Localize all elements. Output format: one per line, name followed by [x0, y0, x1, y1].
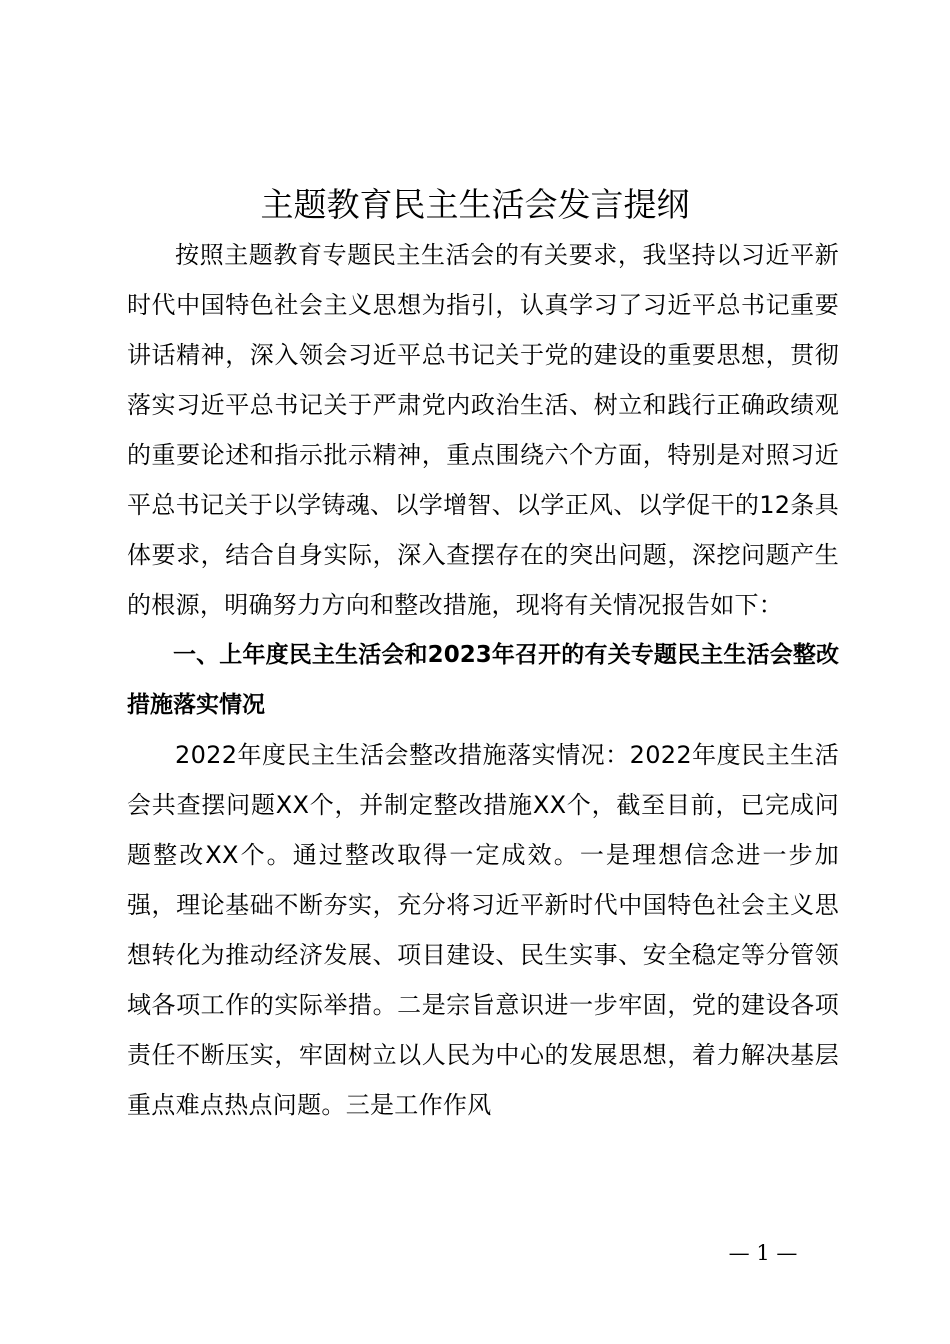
section-1-heading: 一、上年度民主生活会和2023年召开的有关专题民主生活会整改措施落实情况	[127, 642, 839, 718]
document-body	[127, 230, 839, 1130]
intro-paragraph: 按照主题教育专题民主生活会的有关要求，我坚持以习近平新时代中国特色社会主义思想为指引，认真学习了习近平总书记重要讲话精神，深入领会习近平总书记关于党的建设的重要思想，贯彻落实习近平总书记关于严肃党内政治生活、树立和践行正确政绩观的重要论述和指示批示精神，重点围绕六个方面，特别是对照习近平总书记关于以学铸魂、以学增智、以学正风、以学促干的12条具体要求，结合自身实际，深入查摆存在的突出问题，深挖问题产生的根源，明确努力方向和整改措施，现将有关情况报告如下：	[127, 241, 839, 619]
section-1-paragraph: 2022年度民主生活会整改措施落实情况：2022年度民主生活会共查摆问题XX个，并制定整改措施XX个，截至目前，已完成问题整改XX个。通过整改取得一定成效。一是理想信念进一步加强，理论基础不断夯实，充分将习近平新时代中国特色社会主义思想转化为推动经济发展、项目建设、民生实事、安全稳定等分管领域各项工作的实际举措。二是宗旨意识进一步牢固，党的建设各项责任不断压实，牢固树立以人民为中心的发展思想，着力解决基层重点难点热点问题。三是工作作风	[127, 741, 839, 1119]
page-number: — 1 —	[728, 1241, 798, 1265]
document-title: 主题教育民主生活会发言提纲	[260, 185, 690, 224]
